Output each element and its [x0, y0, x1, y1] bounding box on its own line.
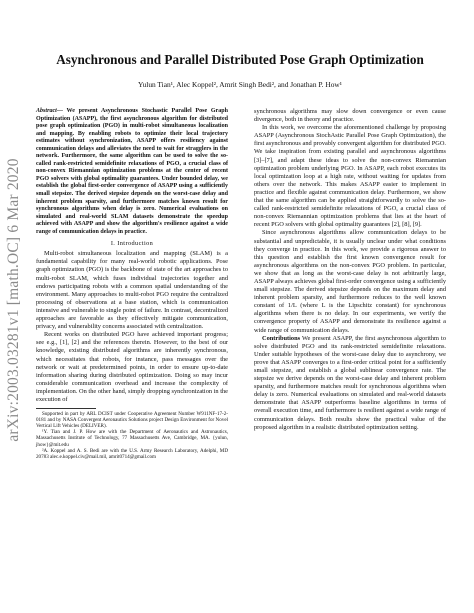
footnote-divider: [36, 408, 96, 409]
author-list: Yulun Tian¹, Alec Koppel², Amrit Singh Bedi², and Jonathan P. How¹: [138, 80, 342, 89]
paper-title: Asynchronous and Parallel Distributed Pose Graph Optimization: [56, 52, 424, 67]
right-column: [254, 108, 446, 432]
abstract-label: Abstract: [36, 108, 57, 114]
abstract-text: — We present Asynchronous Stochastic Parallel Pose Graph Optimization (ASAPP), the first asynchronous algorithm for distributed pose graph optimization (PGO) in multi-robot simultaneous localization and mapping. By enabling robots to optimize their local trajectory estimates without synchronization, ASAPP offers resiliency against communication delays and alleviates the need to wait for stragglers in the network. Furthermore, the same algorithm can be used to solve the so-called rank-restricted semidefinite relaxations of PGO, a crucial class of non-convex Riemannian optimization problems at the center of recent PGO solvers with global optimality guarantees. Under bounded delay, we establish the global first-order convergence of ASAPP using a sufficiently small stepsize. The derived stepsize depends on the worst-case delay and inherent problem sparsity, and furthermore matches known result for synchronous algorithms when delay is zero. Numerical evaluations on simulated and real-world SLAM datasets demonstrate the speedup achieved with ASAPP and show the algorithm's resilience against a wide range of communication delays in practice.: [36, 108, 228, 235]
intro-paragraph-3: synchronous algorithms may slow down convergence or even cause divergence, both in theory and practice.: [254, 108, 446, 124]
footnote-affiliation-mit: ¹Y. Tian and J. P. How are with the Department of Aeronautics and Astronautics, Massachusetts Institute of Technology, 77 Massachusetts Ave, Cambridge, MA. {yulun, jhow}@mit.edu: [36, 429, 228, 448]
intro-paragraph-5: Since asynchronous algorithms allow communication delays to be substantial and unpredictable, it is usually unclear under what conditions they converge in practice. In this work, we provide a rigorous answer to this question and establish the first known convergence result for asynchronous algorithms on the non-convex PGO problem. In particular, we show that as long as the worst-case delay is not arbitrarily large, ASAPP always achieves global first-order convergence using a sufficiently small stepsize. The derived stepsize depends on the maximum delay and inherent problem sparsity, and furthermore reduces to the well known constant of 1/L (where L is the Lipschitz constant) for synchronous algorithms when there is no delay. In our experiments, we verify the convergence property of ASAPP and demonstrate its resilience against a wide range of communication delays.: [254, 229, 446, 334]
contributions-text: We present ASAPP, the first asynchronous algorithm to solve distributed PGO and its rank-restricted semidefinite relaxations. Under suitable hypotheses of the worst-case delay due to asynchrony, we prove that ASAPP converges to a first-order critical point for a sufficiently small stepsize, and establish a global sublinear convergence rate. The stepsize we derive depends on the worst-case delay and inherent problem sparsity, and furthermore matches result for synchronous algorithms when delay is zero. Numerical evaluations on simulated and real-world datasets demonstrate that ASAPP outperforms baseline algorithms in terms of overall execution time, and furthermore is resilient against a wide range of communication delays. Both results show the practical value of the proposed algorithm in a realistic distributed optimization setting.: [254, 334, 446, 431]
intro-paragraph-1: Multi-robot simultaneous localization and mapping (SLAM) is a fundamental capability for many real-world robotic applications. Pose graph optimization (PGO) is the backbone of state of the art approaches to multi-robot SLAM, which fuses individual trajectories together and endows participating robots with a common spatial understanding of the environment. Many approaches to multi-robot PGO require the centralized processing of observations at a base station, which is communication intensive and vulnerable to single point of failure. In contrast, decentralized approaches are favorable as they effectively mitigate communication, privacy, and vulnerability concerns associated with centralization.: [36, 250, 229, 331]
contributions-label: Contributions: [262, 334, 301, 342]
left-column: [36, 108, 228, 460]
intro-paragraph-2: Recent works on distributed PGO have achieved important progress; see e.g., [1], [2] and the references therein. However, to the best of our knowledge, existing distributed algorithms are inherently synchronous, which necessitates that robots, for instance, pass messages over the network or wait at predetermined points, in order to ensure up-to-date information sharing during distributed optimization. Doing so may incur considerable communication overhead and increase the complexity of implementation. On the other hand, simply dropping synchronization in the execution of: [36, 331, 228, 403]
contributions-paragraph: [254, 335, 446, 432]
arxiv-identifier-stamp: [4, 150, 24, 450]
footnote-affiliation-arl: ²A. Koppel and A. S. Bedi are with the U.S. Army Research Laboratory, Adelphi, MD 20783 alec.e.koppel.civ@mail.mil, amrit0714@gmail.com: [36, 447, 228, 460]
arxiv-identifier-text: arXiv:2003.03281v1 [math.OC] 6 Mar 2020: [5, 158, 22, 442]
abstract: [36, 108, 228, 236]
intro-paragraph-4: In this work, we overcome the aforementioned challenge by proposing ASAPP (Asynchronous StochAstic Parallel Pose Graph Optimization), the first asynchronous and provably convergent algorithm for distributed PGO. We take inspiration from existing parallel and asynchronous algorithms [3]–[7], and adapt these ideas to solve the non-convex Riemannian optimization problem underlying PGO. In ASAPP, each robot executes its local optimization loop at a high rate, without waiting for updates from others over the network. This makes ASAPP easier to implement in practice and flexible against communication delay. Furthermore, we show that the same algorithm can be applied straightforwardly to solve the so-called rank-restricted semidefinite relaxations of PGO, a crucial class of non-convex Riemannian optimization problems that lies at the heart of recent PGO solvers with global optimality guarantees [2], [8], [9].: [254, 124, 446, 229]
footnote-funding: Supported in part by ARL DCIST under Cooperative Agreement Number W911NF-17-2-0181 and by NASA Convergent Aeronautics Solutions project Design Environment for Novel Vertical Lift Vehicles (DELIVER).: [36, 411, 228, 430]
section-heading-introduction: I. Introduction: [110, 240, 154, 248]
